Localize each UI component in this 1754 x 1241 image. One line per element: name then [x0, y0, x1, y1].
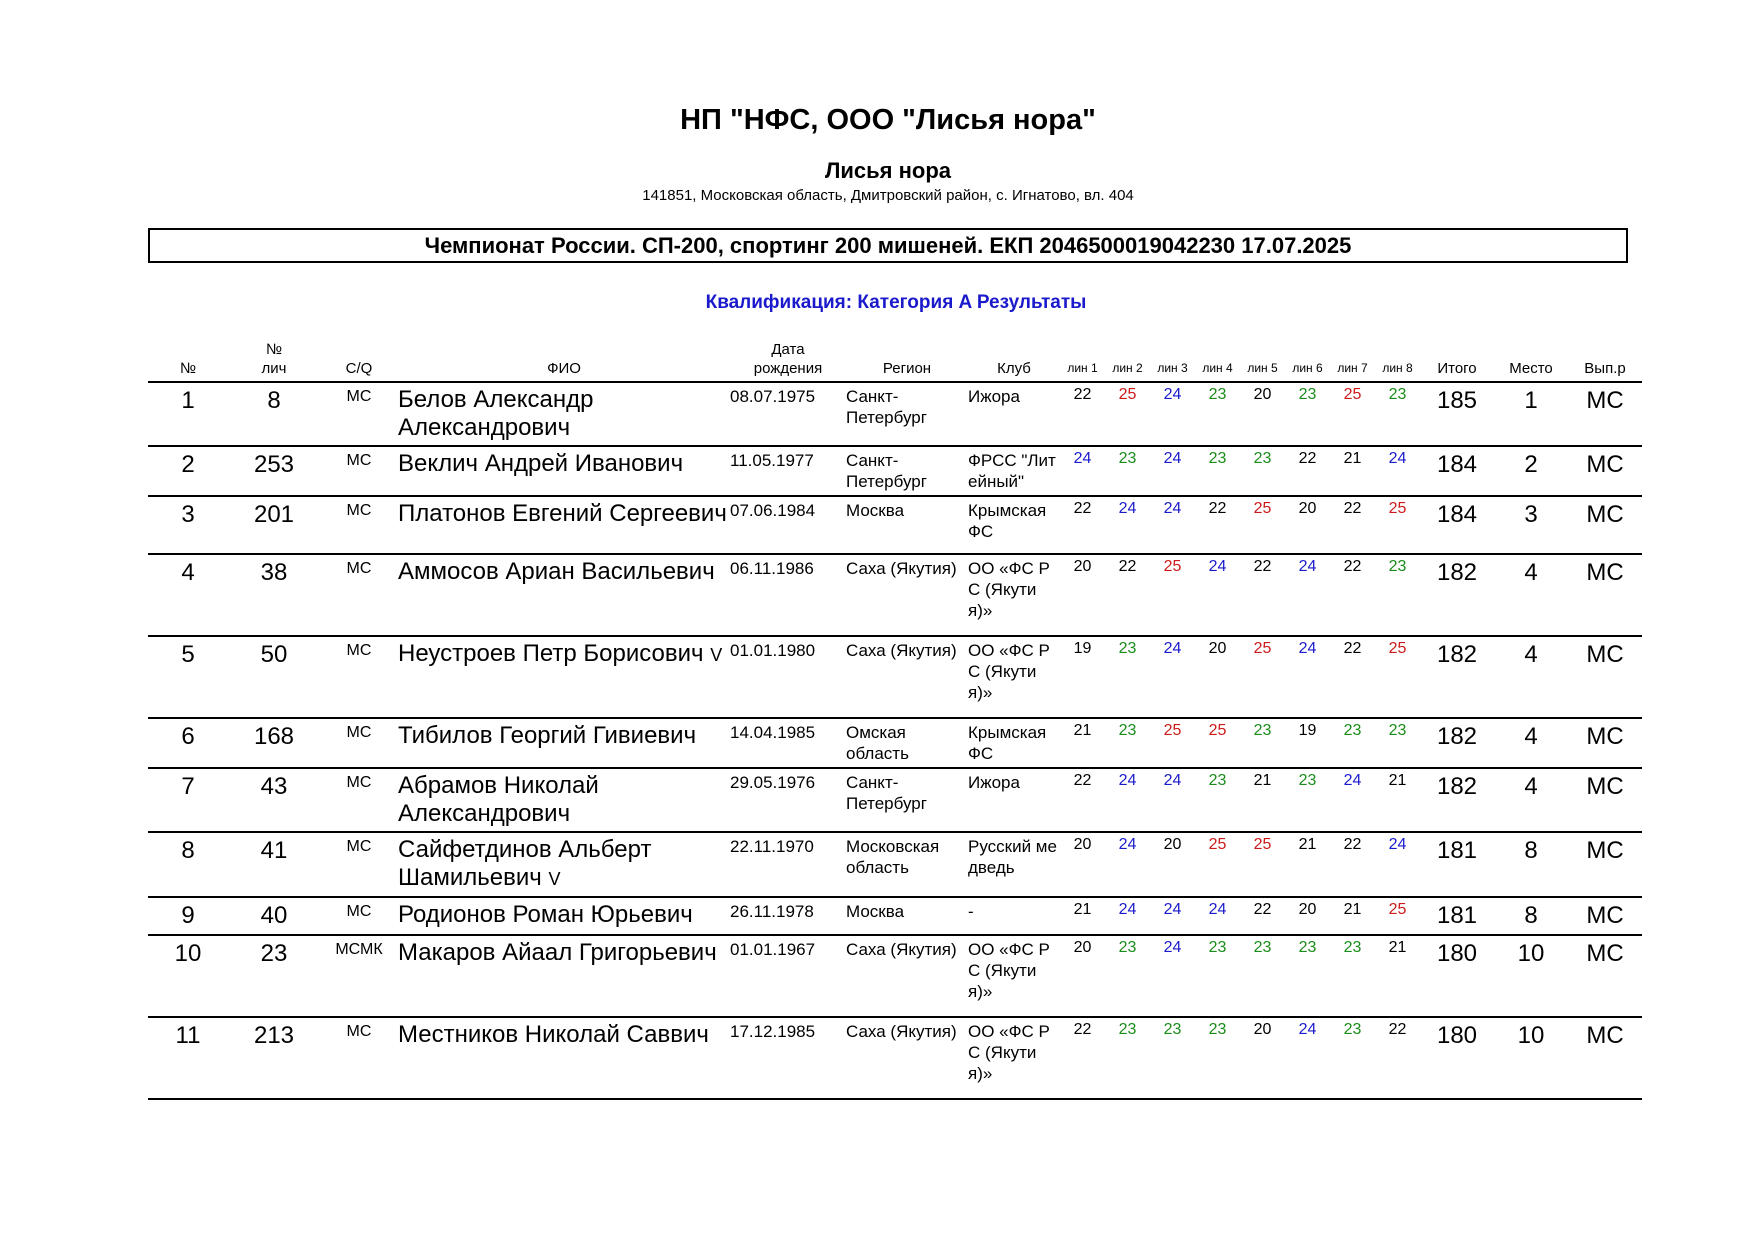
cell-cq: МСМК: [335, 941, 383, 958]
cell-lane-2: 24: [1118, 772, 1137, 789]
cell-lane-5: 22: [1253, 901, 1272, 918]
cell-place: 1: [1524, 387, 1538, 414]
cell-lane-3: 25: [1163, 722, 1182, 739]
cell-total: 182: [1436, 641, 1478, 668]
cell-fio: [398, 768, 730, 832]
cell-bib: 38: [260, 559, 288, 586]
cell-cq: МС: [346, 388, 372, 405]
results-body: [148, 382, 1642, 1099]
header-lane-4: лин 4: [1202, 361, 1233, 375]
cell-dob: 17.12.1985: [730, 1022, 816, 1041]
table-row: [148, 897, 1642, 935]
cell-lane-6: 23: [1298, 386, 1317, 403]
cell-lane-7: 21: [1343, 450, 1362, 467]
cell-lane-1: 24: [1073, 450, 1092, 467]
cell-club: ОО «ФС РС (Якутия)»: [968, 641, 1050, 702]
cell-lane-2: 24: [1118, 500, 1137, 517]
cell-total: 181: [1436, 902, 1478, 929]
cell-fio: [398, 382, 730, 446]
cell-lane-3: 24: [1163, 640, 1182, 657]
cell-place: 4: [1524, 773, 1538, 800]
cell-club: ФРСС "Литейный": [968, 451, 1056, 491]
header-lane-8: лин 8: [1382, 361, 1413, 375]
cell-lane-5: 20: [1253, 386, 1272, 403]
athlete-mark: V: [548, 869, 561, 889]
cell-num: 6: [181, 723, 195, 750]
cell-lane-2: 23: [1118, 1021, 1137, 1038]
cell-club: ОО «ФС РС (Якутия)»: [968, 1022, 1050, 1083]
cell-rank: МС: [1586, 902, 1624, 929]
cell-rank: МС: [1586, 387, 1624, 414]
athlete-name: Платонов Евгений Сергеевич: [398, 500, 727, 527]
cell-total: 182: [1436, 773, 1478, 800]
cell-num: 5: [181, 641, 195, 668]
cell-region: Саха (Якутия): [846, 1022, 957, 1041]
cell-lane-8: 24: [1388, 836, 1407, 853]
cell-num: 4: [181, 559, 195, 586]
cell-lane-7: 22: [1343, 500, 1362, 517]
cell-lane-1: 20: [1073, 558, 1092, 575]
cell-num: 7: [181, 773, 195, 800]
cell-lane-2: 23: [1118, 722, 1137, 739]
header-rank: Вып.р: [1584, 360, 1626, 377]
cell-total: 182: [1436, 559, 1478, 586]
athlete-name: Макаров Айаал Григорьевич: [398, 939, 717, 966]
cell-num: 8: [181, 837, 195, 864]
cell-fio: [398, 832, 730, 897]
cell-lane-8: 21: [1388, 772, 1407, 789]
cell-place: 8: [1524, 837, 1538, 864]
cell-lane-4: 25: [1208, 836, 1227, 853]
header-lane-7: лин 7: [1337, 361, 1368, 375]
cell-lane-1: 21: [1073, 901, 1092, 918]
header-bib: № лич: [261, 341, 287, 377]
cell-place: 3: [1524, 501, 1538, 528]
cell-lane-4: 22: [1208, 500, 1227, 517]
header-lane-1: лин 1: [1067, 361, 1098, 375]
cell-num: 10: [174, 940, 202, 967]
cell-dob: 14.04.1985: [730, 723, 816, 742]
cell-lane-4: 23: [1208, 939, 1227, 956]
cell-dob: 07.06.1984: [730, 501, 816, 520]
venue-address: 141851, Московская область, Дмитровский район, с. Игнатово, вл. 404: [642, 187, 1134, 204]
cell-lane-3: 24: [1163, 500, 1182, 517]
cell-club: Ижора: [968, 387, 1020, 406]
cell-lane-3: 20: [1163, 836, 1182, 853]
cell-cq: МС: [346, 1023, 372, 1040]
cell-lane-4: 24: [1208, 558, 1227, 575]
cell-lane-8: 25: [1388, 640, 1407, 657]
cell-lane-3: 23: [1163, 1021, 1182, 1038]
cell-bib: 168: [253, 723, 295, 750]
cell-lane-1: 20: [1073, 836, 1092, 853]
cell-bib: 43: [260, 773, 288, 800]
cell-fio: [398, 718, 730, 768]
table-row: [148, 718, 1642, 768]
cell-club: Крымская ФС: [968, 723, 1047, 763]
venue-name: Лисья нора: [824, 158, 952, 183]
cell-region: Санкт-Петербург: [846, 387, 927, 427]
cell-fio: [398, 496, 730, 554]
cell-lane-3: 25: [1163, 558, 1182, 575]
event-title-box: [148, 228, 1628, 263]
header-total: Итого: [1437, 360, 1477, 377]
cell-total: 180: [1436, 1022, 1478, 1049]
cell-lane-7: 21: [1343, 901, 1362, 918]
cell-lane-2: 23: [1118, 640, 1137, 657]
cell-num: 2: [181, 451, 195, 478]
cell-rank: МС: [1586, 940, 1624, 967]
header-place: Место: [1509, 360, 1553, 377]
organization-title: НП "НФС, ООО "Лисья нора": [680, 104, 1096, 136]
cell-lane-4: 23: [1208, 386, 1227, 403]
cell-club: ОО «ФС РС (Якутия)»: [968, 559, 1050, 620]
cell-lane-6: 23: [1298, 772, 1317, 789]
header-lane-5: лин 5: [1247, 361, 1278, 375]
athlete-name: Веклич Андрей Иванович: [398, 450, 684, 477]
cell-cq: МС: [346, 642, 372, 659]
cell-lane-1: 19: [1073, 640, 1092, 657]
cell-dob: 11.05.1977: [730, 451, 814, 470]
cell-place: 4: [1524, 559, 1538, 586]
cell-cq: МС: [346, 452, 372, 469]
cell-lane-5: 23: [1253, 450, 1272, 467]
cell-fio: [398, 897, 730, 935]
cell-rank: МС: [1586, 723, 1624, 750]
cell-lane-6: 24: [1298, 640, 1317, 657]
cell-lane-8: 22: [1388, 1021, 1407, 1038]
header-region: Регион: [882, 360, 932, 377]
cell-cq: МС: [346, 502, 372, 519]
cell-lane-3: 24: [1163, 450, 1182, 467]
cell-club: Крымская ФС: [968, 501, 1047, 541]
cell-lane-8: 25: [1388, 901, 1407, 918]
cell-bib: 8: [267, 387, 281, 414]
results-table: [148, 340, 1642, 1100]
cell-region: Саха (Якутия): [846, 559, 957, 578]
cell-lane-3: 24: [1163, 901, 1182, 918]
cell-lane-2: 23: [1118, 450, 1137, 467]
header-lane-2: лин 2: [1112, 361, 1143, 375]
cell-lane-8: 23: [1388, 386, 1407, 403]
cell-total: 184: [1436, 501, 1478, 528]
cell-club: Ижора: [968, 773, 1020, 792]
cell-lane-6: 22: [1298, 450, 1317, 467]
cell-lane-1: 22: [1073, 386, 1092, 403]
cell-lane-7: 25: [1343, 386, 1362, 403]
cell-lane-1: 20: [1073, 939, 1092, 956]
cell-lane-7: 23: [1343, 939, 1362, 956]
cell-lane-6: 23: [1298, 939, 1317, 956]
cell-rank: МС: [1586, 773, 1624, 800]
cell-place: 8: [1524, 902, 1538, 929]
cell-fio: [398, 554, 730, 636]
cell-dob: 06.11.1986: [730, 559, 814, 578]
cell-lane-6: 20: [1298, 500, 1317, 517]
cell-lane-6: 24: [1298, 1021, 1317, 1038]
cell-lane-4: 23: [1208, 1021, 1227, 1038]
cell-total: 185: [1436, 387, 1478, 414]
table-row: [148, 935, 1642, 1017]
event-title: Чемпионат России. СП-200, спортинг 200 мишеней. ЕКП 2046500019042230 17.07.2025: [424, 233, 1352, 258]
cell-club: Русский медведь: [968, 837, 1057, 877]
cell-lane-5: 25: [1253, 500, 1272, 517]
table-row: [148, 832, 1642, 897]
cell-dob: 08.07.1975: [730, 387, 816, 406]
header-lane-6: лин 6: [1292, 361, 1323, 375]
cell-lane-8: 23: [1388, 558, 1407, 575]
cell-club: -: [968, 902, 974, 921]
cell-region: Омская область: [846, 723, 909, 763]
cell-region: Санкт-Петербург: [846, 451, 927, 491]
cell-dob: 26.11.1978: [730, 902, 814, 921]
header-dob: Дата рождения: [753, 341, 823, 377]
cell-num: 3: [181, 501, 195, 528]
cell-place: 10: [1517, 1022, 1545, 1049]
athlete-mark: V: [710, 645, 723, 665]
cell-num: 9: [181, 902, 195, 929]
cell-bib: 50: [260, 641, 288, 668]
cell-bib: 23: [260, 940, 288, 967]
cell-lane-4: 23: [1208, 450, 1227, 467]
cell-dob: 01.01.1967: [730, 940, 816, 959]
cell-lane-7: 24: [1343, 772, 1362, 789]
cell-lane-6: 19: [1298, 722, 1317, 739]
section-heading: Квалификация: Категория A Результаты: [705, 292, 1087, 313]
header-num: №: [179, 360, 197, 377]
cell-bib: 253: [253, 451, 295, 478]
cell-lane-2: 25: [1118, 386, 1137, 403]
cell-lane-2: 24: [1118, 901, 1137, 918]
cell-club: ОО «ФС РС (Якутия)»: [968, 940, 1050, 1001]
cell-total: 182: [1436, 723, 1478, 750]
cell-lane-6: 24: [1298, 558, 1317, 575]
cell-total: 184: [1436, 451, 1478, 478]
cell-lane-1: 22: [1073, 500, 1092, 517]
cell-place: 4: [1524, 723, 1538, 750]
cell-lane-1: 22: [1073, 1021, 1092, 1038]
cell-bib: 201: [253, 501, 295, 528]
cell-lane-1: 22: [1073, 772, 1092, 789]
athlete-name: Местников Николай Саввич: [398, 1021, 709, 1048]
cell-fio: [398, 935, 730, 1017]
cell-lane-4: 25: [1208, 722, 1227, 739]
cell-lane-5: 23: [1253, 939, 1272, 956]
cell-region: Санкт-Петербург: [846, 773, 927, 813]
cell-place: 2: [1524, 451, 1538, 478]
cell-fio: [398, 636, 730, 718]
cell-dob: 29.05.1976: [730, 773, 816, 792]
cell-lane-2: 24: [1118, 836, 1137, 853]
cell-cq: МС: [346, 838, 372, 855]
athlete-name: Неустроев Петр Борисович: [398, 640, 704, 667]
cell-lane-5: 23: [1253, 722, 1272, 739]
table-row: [148, 636, 1642, 718]
header-lane-3: лин 3: [1157, 361, 1188, 375]
cell-lane-2: 23: [1118, 939, 1137, 956]
cell-lane-6: 21: [1298, 836, 1317, 853]
cell-lane-5: 20: [1253, 1021, 1272, 1038]
cell-lane-8: 21: [1388, 939, 1407, 956]
header-club: Клуб: [997, 360, 1031, 377]
athlete-name: Тибилов Георгий Гивиевич: [398, 722, 697, 749]
cell-lane-8: 23: [1388, 722, 1407, 739]
cell-region: Саха (Якутия): [846, 940, 957, 959]
cell-rank: МС: [1586, 837, 1624, 864]
cell-dob: 01.01.1980: [730, 641, 816, 660]
cell-place: 10: [1517, 940, 1545, 967]
cell-bib: 41: [260, 837, 288, 864]
cell-lane-7: 22: [1343, 640, 1362, 657]
cell-rank: МС: [1586, 1022, 1624, 1049]
cell-rank: МС: [1586, 501, 1624, 528]
cell-fio: [398, 446, 730, 496]
athlete-name: Белов Александр Александрович: [398, 386, 594, 441]
cell-region: Московская область: [846, 837, 940, 877]
cell-cq: МС: [346, 903, 372, 920]
cell-region: Москва: [846, 501, 905, 520]
cell-rank: МС: [1586, 451, 1624, 478]
cell-lane-5: 22: [1253, 558, 1272, 575]
table-row: [148, 382, 1642, 446]
cell-lane-7: 23: [1343, 1021, 1362, 1038]
cell-rank: МС: [1586, 641, 1624, 668]
cell-rank: МС: [1586, 559, 1624, 586]
cell-lane-7: 22: [1343, 836, 1362, 853]
table-row: [148, 446, 1642, 496]
header-fio: ФИО: [547, 360, 581, 377]
cell-cq: МС: [346, 774, 372, 791]
cell-lane-5: 25: [1253, 640, 1272, 657]
cell-place: 4: [1524, 641, 1538, 668]
cell-lane-5: 21: [1253, 772, 1272, 789]
cell-lane-6: 20: [1298, 901, 1317, 918]
table-row: [148, 554, 1642, 636]
cell-num: 11: [175, 1022, 201, 1049]
athlete-name: Абрамов Николай Александрович: [398, 772, 599, 827]
cell-total: 180: [1436, 940, 1478, 967]
cell-region: Москва: [846, 902, 905, 921]
cell-total: 181: [1436, 837, 1478, 864]
cell-lane-5: 25: [1253, 836, 1272, 853]
cell-lane-8: 25: [1388, 500, 1407, 517]
cell-lane-7: 23: [1343, 722, 1362, 739]
cell-lane-3: 24: [1163, 772, 1182, 789]
table-row: [148, 1017, 1642, 1099]
cell-fio: [398, 1017, 730, 1099]
header-row: [148, 340, 1642, 382]
cell-cq: МС: [346, 724, 372, 741]
cell-region: Саха (Якутия): [846, 641, 957, 660]
athlete-name: Сайфетдинов Альберт Шамильевич: [398, 836, 652, 891]
cell-lane-1: 21: [1073, 722, 1092, 739]
cell-lane-3: 24: [1163, 939, 1182, 956]
cell-lane-3: 24: [1163, 386, 1182, 403]
cell-lane-4: 23: [1208, 772, 1227, 789]
cell-lane-2: 22: [1118, 558, 1137, 575]
header-cq: C/Q: [345, 360, 373, 377]
table-row: [148, 496, 1642, 554]
cell-num: 1: [181, 387, 195, 414]
cell-dob: 22.11.1970: [730, 837, 814, 856]
table-row: [148, 768, 1642, 832]
athlete-name: Родионов Роман Юрьевич: [398, 901, 693, 928]
cell-cq: МС: [346, 560, 372, 577]
cell-lane-4: 24: [1208, 901, 1227, 918]
cell-lane-7: 22: [1343, 558, 1362, 575]
cell-bib: 40: [260, 902, 288, 929]
cell-lane-8: 24: [1388, 450, 1407, 467]
cell-bib: 213: [253, 1022, 295, 1049]
athlete-name: Аммосов Ариан Васильевич: [398, 558, 715, 585]
cell-lane-4: 20: [1208, 640, 1227, 657]
